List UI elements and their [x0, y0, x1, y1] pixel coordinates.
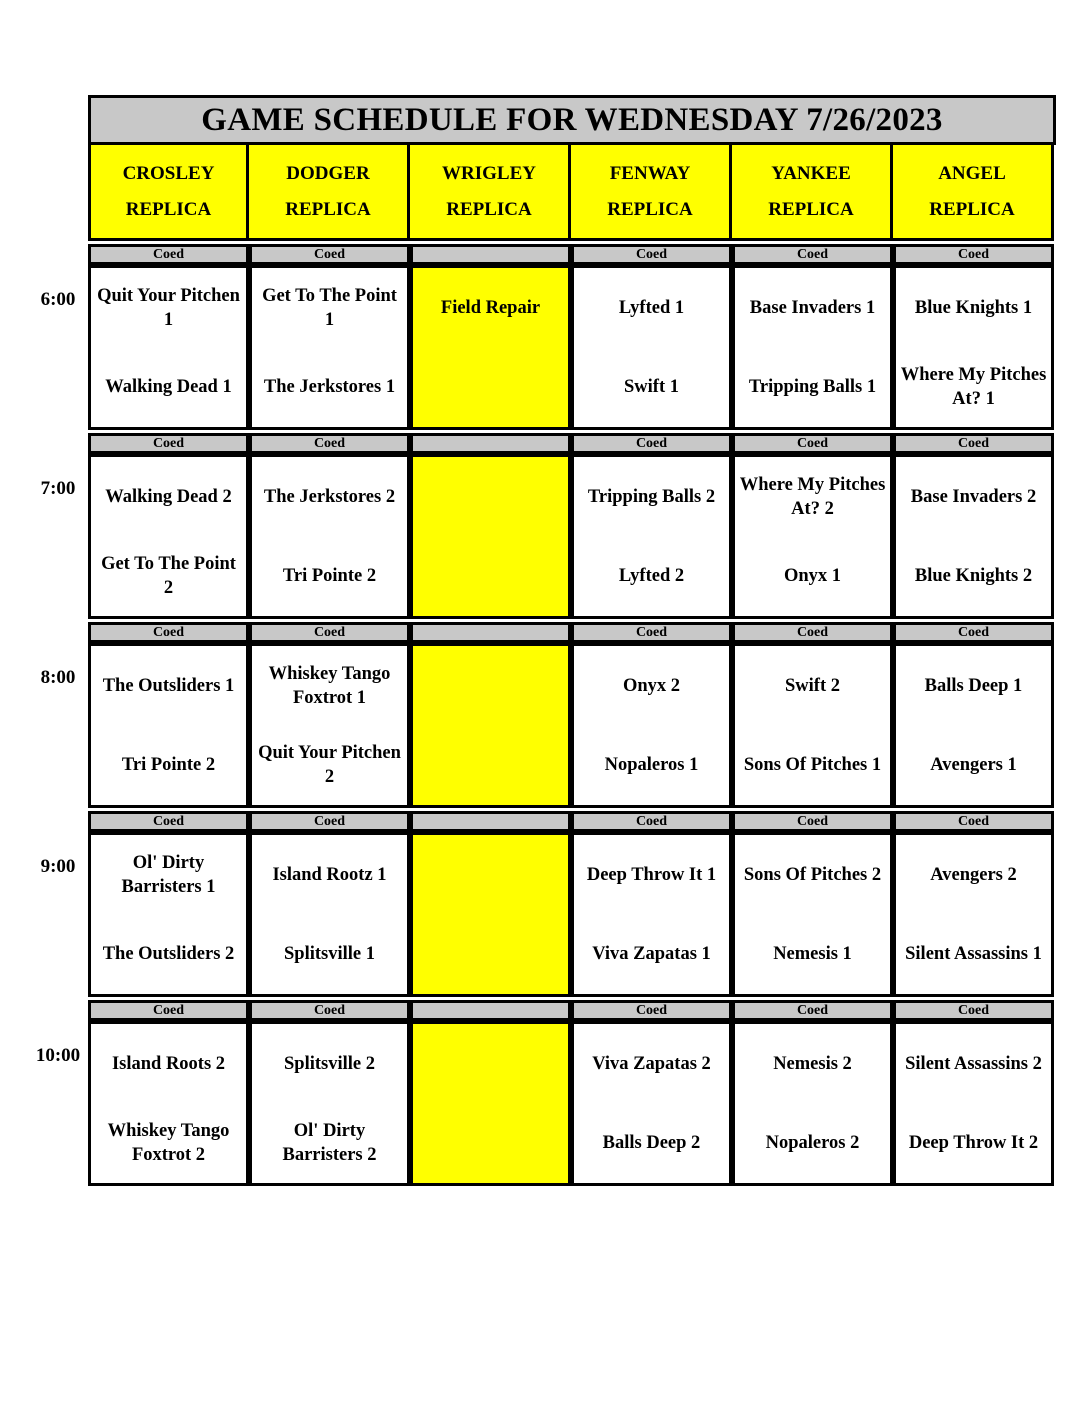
field-header	[410, 145, 571, 241]
division-band: Coed	[88, 433, 249, 454]
time-slot	[732, 832, 893, 997]
game-entry: Base Invaders 1	[749, 297, 876, 318]
division-band: Coed	[571, 622, 732, 643]
time-slot	[571, 265, 732, 430]
field-name: YANKEE	[771, 162, 851, 184]
time-label: 6:00	[40, 289, 76, 310]
game-entry: The Outsliders 1	[102, 675, 235, 696]
field-name: ANGEL	[938, 162, 1006, 184]
division-band	[410, 433, 571, 454]
time-slot	[249, 1021, 410, 1186]
time-slot	[732, 1021, 893, 1186]
time-slot	[732, 643, 893, 808]
division-band: Coed	[249, 811, 410, 832]
time-label: 9:00	[40, 856, 76, 877]
game-entry: Tripping Balls 1	[748, 377, 877, 398]
field-name: CROSLEY	[122, 162, 215, 184]
division-band: Coed	[893, 433, 1054, 454]
field-name: WRIGLEY	[442, 162, 536, 184]
division-band: Coed	[732, 1000, 893, 1021]
time-slot	[893, 643, 1054, 808]
field-column-dodger	[249, 145, 410, 1186]
game-entry: Base Invaders 2	[910, 486, 1037, 507]
game-entry: Balls Deep 1	[924, 675, 1023, 696]
field-column-fenway	[571, 145, 732, 1186]
field-column-wrigley	[410, 145, 571, 1186]
game-entry: Ol' Dirty Barristers 1	[121, 852, 216, 897]
game-entry: Tri Pointe 2	[121, 755, 216, 776]
schedule-grid	[88, 145, 1056, 1186]
time-slot	[410, 832, 571, 997]
game-entry: Nopaleros 1	[604, 755, 699, 776]
game-entry: Walking Dead 1	[105, 377, 232, 398]
field-header	[893, 145, 1054, 241]
field-subtitle: REPLICA	[285, 198, 371, 220]
schedule-sheet	[88, 95, 1056, 1186]
game-entry: Lyfted 1	[618, 297, 685, 318]
game-entry: Quit Your Pitchen 2	[258, 743, 401, 788]
time-slot	[410, 1021, 571, 1186]
time-slot	[571, 1021, 732, 1186]
time-slot	[410, 643, 571, 808]
field-subtitle: REPLICA	[125, 198, 212, 220]
game-entry	[413, 646, 568, 726]
division-band: Coed	[249, 433, 410, 454]
game-entry: Onyx 2	[622, 675, 681, 696]
game-entry: Avengers 1	[930, 755, 1017, 776]
game-entry: Silent Assassins 1	[905, 944, 1042, 965]
game-entry: Avengers 2	[930, 864, 1017, 885]
game-entry: Field Repair	[440, 297, 541, 318]
game-entry: The Jerkstores 2	[263, 486, 396, 507]
field-name: DODGER	[286, 162, 370, 184]
field-subtitle: REPLICA	[446, 198, 532, 220]
field-header	[571, 145, 732, 241]
division-band	[410, 622, 571, 643]
game-entry	[413, 348, 568, 428]
game-entry: Sons Of Pitches 2	[743, 864, 882, 885]
game-entry: Get To The Point 2	[101, 554, 236, 599]
time-slot	[571, 643, 732, 808]
game-entry	[413, 537, 568, 617]
game-entry: Sons Of Pitches 1	[743, 755, 882, 776]
game-entry: Where My Pitches At? 2	[739, 474, 886, 519]
field-column-angel	[893, 145, 1054, 1186]
time-slot	[410, 265, 571, 430]
game-entry	[413, 457, 568, 537]
game-entry: Deep Throw It 2	[908, 1133, 1039, 1154]
game-entry: Get To The Point 1	[262, 285, 397, 330]
game-entry: Whiskey Tango Foxtrot 1	[268, 663, 391, 708]
game-entry: Tripping Balls 2	[587, 486, 716, 507]
game-entry: Nopaleros 2	[765, 1133, 860, 1154]
field-column-crosley	[88, 145, 249, 1186]
time-label: 10:00	[35, 1045, 81, 1066]
game-entry: Splitsville 1	[284, 944, 375, 965]
division-band: Coed	[732, 622, 893, 643]
time-slot	[410, 454, 571, 619]
game-entry: Island Rootz 1	[272, 864, 387, 885]
game-entry: Walking Dead 2	[105, 486, 232, 507]
game-entry: Splitsville 2	[284, 1053, 375, 1074]
game-entry: Lyfted 2	[618, 566, 685, 587]
game-entry: Nemesis 1	[773, 944, 852, 965]
game-entry: Whiskey Tango Foxtrot 2	[107, 1121, 230, 1166]
game-entry	[413, 1104, 568, 1184]
field-subtitle: REPLICA	[768, 198, 854, 220]
time-slot	[249, 265, 410, 430]
time-slot	[571, 832, 732, 997]
time-slot	[893, 832, 1054, 997]
game-entry: Silent Assassins 2	[905, 1053, 1042, 1074]
time-label: 8:00	[40, 667, 76, 688]
division-band: Coed	[571, 244, 732, 265]
game-entry: The Jerkstores 1	[263, 377, 396, 398]
division-band: Coed	[571, 433, 732, 454]
field-subtitle: REPLICA	[929, 198, 1015, 220]
division-band: Coed	[732, 244, 893, 265]
game-entry	[413, 915, 568, 995]
game-entry: Ol' Dirty Barristers 2	[282, 1121, 377, 1166]
division-band: Coed	[893, 811, 1054, 832]
division-band: Coed	[571, 1000, 732, 1021]
time-slot	[732, 265, 893, 430]
field-name: FENWAY	[609, 162, 691, 184]
time-slot	[249, 454, 410, 619]
field-header	[88, 145, 249, 241]
time-slot	[732, 454, 893, 619]
time-label: 7:00	[40, 478, 76, 499]
time-slot	[249, 832, 410, 997]
division-band: Coed	[88, 811, 249, 832]
time-slot	[88, 1021, 249, 1186]
game-entry: Onyx 1	[783, 566, 842, 587]
field-header	[732, 145, 893, 241]
game-entry: Viva Zapatas 1	[592, 944, 711, 965]
game-entry	[413, 1024, 568, 1104]
game-entry: The Outsliders 2	[102, 944, 235, 965]
division-band: Coed	[571, 811, 732, 832]
division-band: Coed	[893, 622, 1054, 643]
field-column-yankee	[732, 145, 893, 1186]
game-entry: Where My Pitches At? 1	[900, 365, 1047, 410]
game-entry: Balls Deep 2	[602, 1133, 701, 1154]
time-slot	[571, 454, 732, 619]
division-band: Coed	[88, 1000, 249, 1021]
time-slot	[893, 265, 1054, 430]
division-band: Coed	[732, 811, 893, 832]
division-band	[410, 811, 571, 832]
time-slot	[88, 265, 249, 430]
game-entry: Swift 1	[624, 377, 679, 398]
game-entry: Blue Knights 1	[914, 297, 1033, 318]
time-slot	[893, 454, 1054, 619]
game-entry: Viva Zapatas 2	[592, 1053, 711, 1074]
game-entry: Swift 2	[785, 675, 840, 696]
division-band	[410, 244, 571, 265]
game-entry: Nemesis 2	[773, 1053, 852, 1074]
game-entry: Blue Knights 2	[914, 566, 1033, 587]
division-band: Coed	[249, 1000, 410, 1021]
time-slot	[893, 1021, 1054, 1186]
game-entry: Deep Throw It 1	[586, 864, 717, 885]
division-band: Coed	[732, 433, 893, 454]
division-band: Coed	[249, 622, 410, 643]
field-subtitle: REPLICA	[607, 198, 693, 220]
game-entry	[413, 835, 568, 915]
time-slot	[88, 832, 249, 997]
division-band: Coed	[893, 1000, 1054, 1021]
division-band: Coed	[893, 244, 1054, 265]
time-slot	[249, 643, 410, 808]
time-slot	[88, 454, 249, 619]
time-slot	[88, 643, 249, 808]
division-band	[410, 1000, 571, 1021]
field-header	[249, 145, 410, 241]
division-band: Coed	[88, 244, 249, 265]
division-band: Coed	[88, 622, 249, 643]
division-band: Coed	[249, 244, 410, 265]
page-title: GAME SCHEDULE FOR WEDNESDAY 7/26/2023	[88, 95, 1056, 145]
game-entry: Island Roots 2	[111, 1053, 226, 1074]
game-entry: Quit Your Pitchen 1	[97, 285, 240, 330]
game-entry: Tri Pointe 2	[282, 566, 377, 587]
game-entry	[413, 726, 568, 806]
